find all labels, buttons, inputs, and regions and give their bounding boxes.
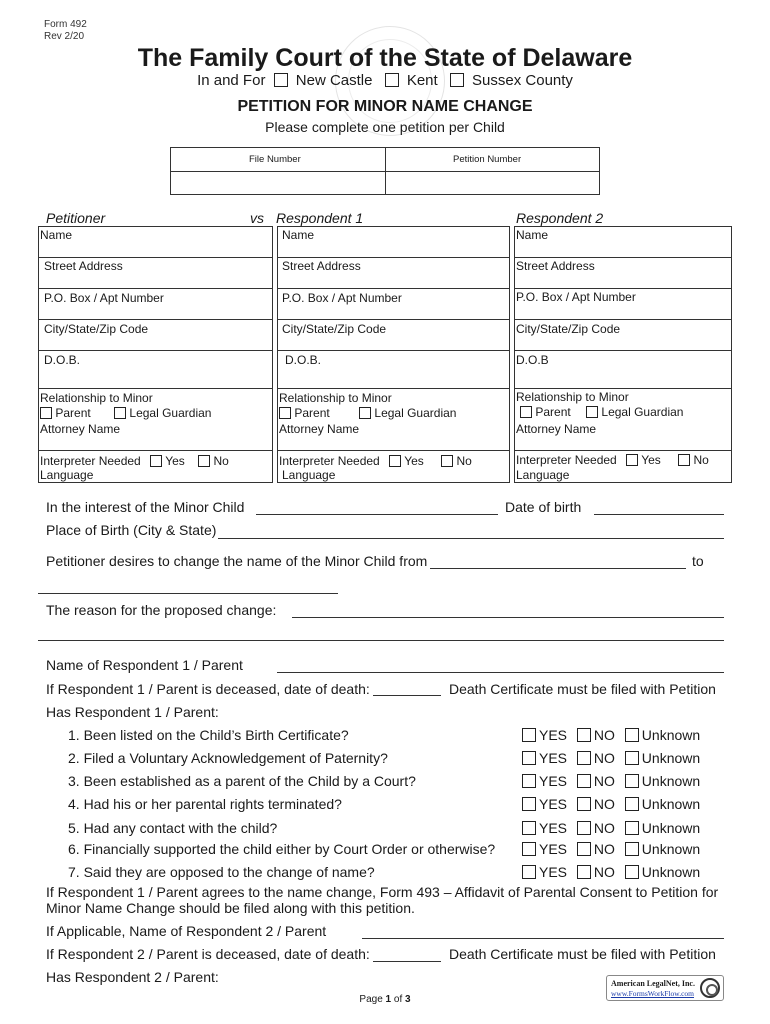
- reason-field-line2[interactable]: [38, 640, 724, 641]
- petitioner-relationship-options: [40, 406, 211, 420]
- q4-unknown-label: Unknown: [641, 796, 701, 812]
- q1-yes-label: YES: [539, 727, 568, 743]
- question-7-options: [522, 864, 700, 880]
- question-5-options: [522, 820, 700, 836]
- respondent2-interpreter-no-label: No: [693, 453, 709, 467]
- respondent2-interpreter-yes-label: Yes: [641, 453, 661, 467]
- petitioner-relationship-label: Relationship to Minor: [40, 391, 153, 405]
- petition-number-field[interactable]: [388, 173, 598, 192]
- q1-yes-checkbox[interactable]: [522, 728, 536, 742]
- respondent1-city-label: City/State/Zip Code: [282, 322, 387, 336]
- respondent2-parent-name-field[interactable]: [362, 938, 724, 939]
- q4-no-checkbox[interactable]: [577, 797, 591, 811]
- respondent1-pobox-label: P.O. Box / Apt Number: [282, 291, 402, 305]
- vendor-logo: [606, 975, 724, 1001]
- q2-unknown-checkbox[interactable]: [625, 751, 639, 765]
- q3-no-label: NO: [593, 773, 615, 789]
- q7-yes-checkbox[interactable]: [522, 865, 536, 879]
- petitioner-interpreter-row: [40, 454, 229, 468]
- question-3-options: [522, 773, 700, 789]
- question-2-options: [522, 750, 700, 766]
- respondent1-death-cert-note: Death Certificate must be filed with Petition: [449, 681, 716, 697]
- file-number-label: File Number: [249, 154, 301, 165]
- petition-number-label: Petition Number: [453, 154, 522, 165]
- respondent1-guardian-checkbox[interactable]: [359, 407, 371, 419]
- minor-dob-field[interactable]: [594, 514, 724, 515]
- respondent2-interpreter-no-checkbox[interactable]: [678, 454, 690, 466]
- q5-no-label: NO: [593, 820, 615, 836]
- q5-yes-checkbox[interactable]: [522, 821, 536, 835]
- q4-yes-checkbox[interactable]: [522, 797, 536, 811]
- respondent2-guardian-checkbox[interactable]: [586, 406, 598, 418]
- q6-yes-checkbox[interactable]: [522, 842, 536, 856]
- petitioner-street-label: Street Address: [44, 259, 123, 273]
- respondent2-attorney-label: Attorney Name: [516, 422, 597, 436]
- q2-yes-checkbox[interactable]: [522, 751, 536, 765]
- question-6-options: [522, 841, 700, 857]
- respondent1-interpreter-yes-label: Yes: [404, 454, 424, 468]
- respondent1-interpreter-yes-checkbox[interactable]: [389, 455, 401, 467]
- respondent2-interpreter-row: [516, 453, 709, 467]
- respondent2-guardian-label: Legal Guardian: [601, 405, 684, 419]
- kent-checkbox[interactable]: [385, 73, 399, 87]
- respondent1-interpreter-label: Interpreter Needed: [279, 454, 380, 468]
- question-7: 7. Said they are opposed to the change of name?: [68, 864, 375, 880]
- q4-yes-label: YES: [539, 796, 568, 812]
- respondent1-deceased-label: If Respondent 1 / Parent is deceased, date of death:: [46, 681, 370, 697]
- q6-no-checkbox[interactable]: [577, 842, 591, 856]
- sussex-label: Sussex County: [472, 72, 573, 89]
- petitioner-parent-checkbox[interactable]: [40, 407, 52, 419]
- q3-unknown-checkbox[interactable]: [625, 774, 639, 788]
- petition-title: PETITION FOR MINOR NAME CHANGE: [237, 98, 533, 115]
- respondent2-name-label: Name: [516, 228, 549, 242]
- q5-unknown-checkbox[interactable]: [625, 821, 639, 835]
- respondent2-city-label: City/State/Zip Code: [516, 322, 621, 336]
- current-name-field[interactable]: [430, 568, 686, 569]
- respondent2-parent-checkbox[interactable]: [520, 406, 532, 418]
- petitioner-interpreter-yes-label: Yes: [165, 454, 185, 468]
- court-title: The Family Court of the State of Delaware: [137, 44, 633, 72]
- q3-no-checkbox[interactable]: [577, 774, 591, 788]
- consent-note-line2: Minor Name Change should be filed along with this petition.: [46, 900, 415, 916]
- petitioner-pobox-label: P.O. Box / Apt Number: [44, 291, 164, 305]
- q7-yes-label: YES: [539, 864, 568, 880]
- new-castle-label: New Castle: [295, 72, 373, 89]
- q1-unknown-checkbox[interactable]: [625, 728, 639, 742]
- petitioner-name-label: Name: [40, 228, 73, 242]
- minor-child-name-field[interactable]: [256, 514, 498, 515]
- petitioner-parent-label: Parent: [55, 406, 91, 420]
- respondent2-heading: Respondent 2: [516, 210, 604, 226]
- q4-no-label: NO: [593, 796, 615, 812]
- respondent1-relationship-label: Relationship to Minor: [279, 391, 392, 405]
- question-3: 3. Been established as a parent of the Child by a Court?: [68, 773, 416, 789]
- petitioner-language-label: Language: [40, 468, 94, 482]
- respondent2-relationship-label: Relationship to Minor: [516, 390, 629, 404]
- petitioner-city-label: City/State/Zip Code: [44, 322, 149, 336]
- minor-dob-label: Date of birth: [505, 499, 582, 515]
- consent-note-line1: If Respondent 1 / Parent agrees to the name change, Form 493 – Affidavit of Parental Consent to Petition for: [46, 884, 719, 900]
- q4-unknown-checkbox[interactable]: [625, 797, 639, 811]
- respondent2-relationship-options: [520, 405, 683, 419]
- place-of-birth-label: Place of Birth (City & State): [46, 522, 217, 538]
- county-selection: [0, 72, 770, 89]
- q2-yes-label: YES: [539, 750, 568, 766]
- vendor-name: American LegalNet, Inc.: [611, 979, 695, 988]
- respondent1-guardian-label: Legal Guardian: [374, 406, 457, 420]
- in-and-for-label: In and For: [197, 72, 266, 89]
- question-1: 1. Been listed on the Child’s Birth Certificate?: [68, 727, 349, 743]
- respondent1-dob-label: D.O.B.: [285, 353, 322, 367]
- petitioner-dob-label: D.O.B.: [44, 353, 81, 367]
- change-name-to-label: to: [692, 553, 704, 569]
- petitioner-guardian-label: Legal Guardian: [129, 406, 212, 420]
- new-castle-checkbox[interactable]: [274, 73, 288, 87]
- respondent1-parent-checkbox[interactable]: [279, 407, 291, 419]
- reason-field-line1[interactable]: [292, 617, 724, 618]
- q2-no-label: NO: [593, 750, 615, 766]
- respondent2-street-label: Street Address: [516, 259, 595, 273]
- q6-unknown-checkbox[interactable]: [625, 842, 639, 856]
- question-2: 2. Filed a Voluntary Acknowledgement of Paternity?: [68, 750, 388, 766]
- respondent2-parent-name-label: If Applicable, Name of Respondent 2 / Parent: [46, 923, 327, 939]
- q3-unknown-label: Unknown: [641, 773, 701, 789]
- q1-no-label: NO: [593, 727, 615, 743]
- respondent1-language-label: Language: [282, 468, 336, 482]
- q2-unknown-label: Unknown: [641, 750, 701, 766]
- q6-yes-label: YES: [539, 841, 568, 857]
- page-of: of: [393, 994, 403, 1005]
- respondent2-interpreter-label: Interpreter Needed: [516, 453, 617, 467]
- petitioner-interpreter-label: Interpreter Needed: [40, 454, 141, 468]
- respondent2-parent-label: Parent: [535, 405, 571, 419]
- respondent2-pobox-label: P.O. Box / Apt Number: [516, 290, 636, 304]
- petitioner-guardian-checkbox[interactable]: [114, 407, 126, 419]
- respondent1-parent-name-label: Name of Respondent 1 / Parent: [46, 657, 243, 673]
- respondent2-dob-label: D.O.B: [516, 353, 549, 367]
- change-name-from-label: Petitioner desires to change the name of the Minor Child from: [46, 553, 428, 569]
- file-number-field[interactable]: [173, 173, 383, 192]
- respondent2-interpreter-yes-checkbox[interactable]: [626, 454, 638, 466]
- respondent2-death-date-field[interactable]: [373, 961, 441, 962]
- reason-label: The reason for the proposed change:: [46, 602, 277, 618]
- file-number-table: [170, 147, 600, 195]
- petitioner-interpreter-yes-checkbox[interactable]: [150, 455, 162, 467]
- minor-child-label: In the interest of the Minor Child: [46, 499, 245, 515]
- q3-yes-checkbox[interactable]: [522, 774, 536, 788]
- respondent1-interpreter-no-checkbox[interactable]: [441, 455, 453, 467]
- q7-unknown-label: Unknown: [641, 864, 701, 880]
- q5-unknown-label: Unknown: [641, 820, 701, 836]
- q7-unknown-checkbox[interactable]: [625, 865, 639, 879]
- place-of-birth-field[interactable]: [218, 538, 724, 539]
- question-5: 5. Had any contact with the child?: [68, 820, 278, 836]
- respondent1-heading: Respondent 1: [276, 210, 364, 226]
- kent-label: Kent: [406, 72, 438, 89]
- respondent2-death-cert-note: Death Certificate must be filed with Petition: [449, 946, 716, 962]
- q7-no-label: NO: [593, 864, 615, 880]
- page-current: 1: [385, 994, 392, 1005]
- respondent1-has-label: Has Respondent 1 / Parent:: [46, 704, 219, 720]
- petitioner-interpreter-no-label: No: [213, 454, 229, 468]
- petition-subtitle: Please complete one petition per Child: [265, 119, 505, 135]
- q1-unknown-label: Unknown: [641, 727, 701, 743]
- petitioner-attorney-label: Attorney Name: [40, 422, 121, 436]
- respondent1-street-label: Street Address: [282, 259, 361, 273]
- respondent2-has-label: Has Respondent 2 / Parent:: [46, 969, 219, 985]
- respondent2-language-label: Language: [516, 468, 570, 482]
- q7-no-checkbox[interactable]: [577, 865, 591, 879]
- respondent1-relationship-options: [279, 406, 456, 420]
- q6-no-label: NO: [593, 841, 615, 857]
- q5-no-checkbox[interactable]: [577, 821, 591, 835]
- respondent1-interpreter-row: [279, 454, 472, 468]
- vendor-url-link[interactable]: www.FormsWorkFlow.com: [611, 989, 695, 998]
- respondent1-death-date-field[interactable]: [373, 695, 441, 696]
- new-name-field[interactable]: [38, 593, 338, 594]
- vs-label: vs: [250, 210, 264, 226]
- q3-yes-label: YES: [539, 773, 568, 789]
- form-revision: Rev 2/20: [44, 31, 85, 42]
- petitioner-heading: Petitioner: [46, 210, 106, 226]
- form-number: Form 492: [44, 19, 87, 30]
- question-4-options: [522, 796, 700, 812]
- q5-yes-label: YES: [539, 820, 568, 836]
- vendor-logo-icon: [700, 978, 720, 998]
- respondent1-name-label: Name: [282, 228, 315, 242]
- page-prefix: Page: [359, 994, 383, 1005]
- page-total: 3: [405, 994, 411, 1005]
- sussex-checkbox[interactable]: [450, 73, 464, 87]
- respondent1-interpreter-no-label: No: [456, 454, 472, 468]
- respondent2-deceased-label: If Respondent 2 / Parent is deceased, date of death:: [46, 946, 370, 962]
- question-6: 6. Financially supported the child either by Court Order or otherwise?: [68, 841, 496, 857]
- petitioner-interpreter-no-checkbox[interactable]: [198, 455, 210, 467]
- respondent1-parent-name-field[interactable]: [277, 672, 724, 673]
- question-4: 4. Had his or her parental rights terminated?: [68, 796, 342, 812]
- respondent1-attorney-label: Attorney Name: [279, 422, 360, 436]
- q6-unknown-label: Unknown: [641, 841, 701, 857]
- q2-no-checkbox[interactable]: [577, 751, 591, 765]
- question-1-options: [522, 727, 700, 743]
- q1-no-checkbox[interactable]: [577, 728, 591, 742]
- respondent1-parent-label: Parent: [294, 406, 330, 420]
